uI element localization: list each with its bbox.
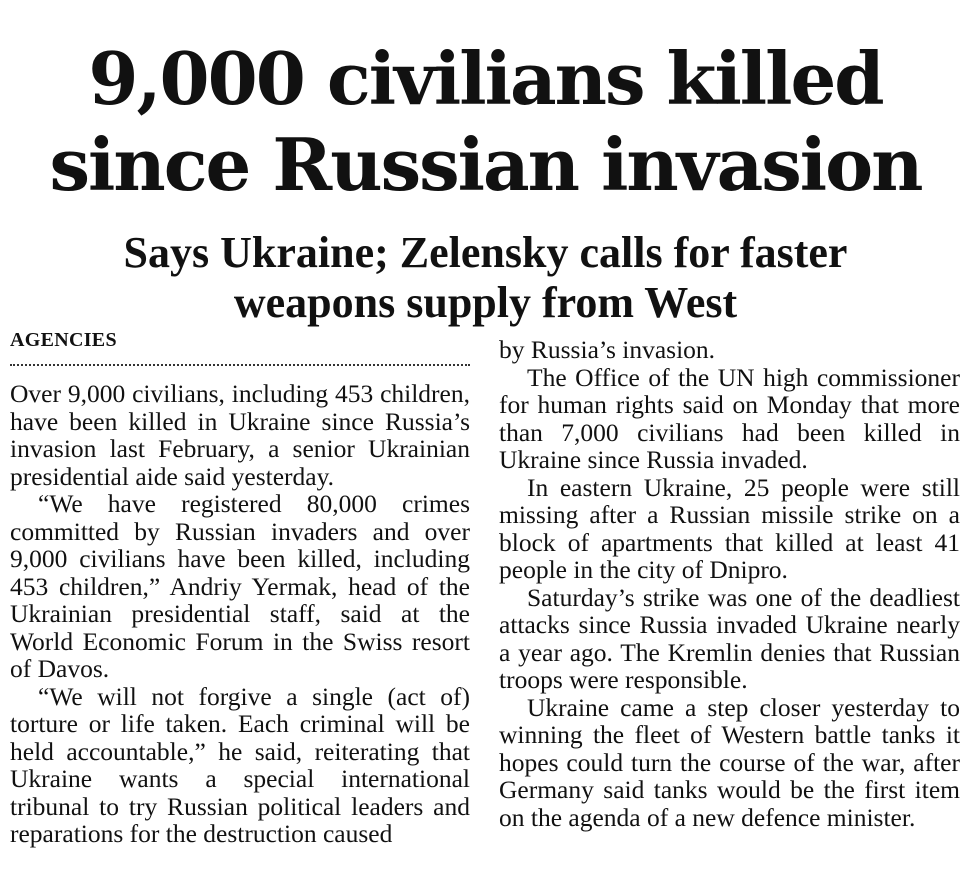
paragraph: Saturday’s strike was one of the deadliest attacks since Russia invaded Ukraine nearly a year ago. The Kremlin denies that Russian troops were responsible.	[499, 582, 960, 694]
byline: AGENCIES	[10, 326, 470, 366]
subheadline-line-1: Says Ukraine; Zelensky calls for faster	[123, 228, 848, 277]
headline-line-1: 9,000 civilians killed	[88, 36, 883, 121]
paragraph: Over 9,000 civilians, including 453 children, have been killed in Ukraine since Russia’s invasion last February, a senior Ukrainian presidential aide said yesterday.	[10, 379, 470, 491]
article-column-right	[499, 336, 960, 831]
headline-line-2: since Russian invasion	[49, 122, 922, 207]
subheadline	[0, 228, 971, 328]
paragraph: In eastern Ukraine, 25 people were still missing after a Russian missile strike on a block of apartments that killed at least 41 people in the city of Dnipro.	[499, 472, 960, 584]
paragraph-continued: by Russia’s invasion.	[499, 335, 716, 364]
paragraph: Ukraine came a step closer yesterday to winning the fleet of Western battle tanks it hopes could turn the course of the war, after Germany said tanks would be the first item on the agenda of a new defence minister.	[499, 692, 960, 832]
headline	[0, 36, 971, 208]
article-column-left	[10, 326, 470, 848]
paragraph: “We have registered 80,000 crimes committed by Russian invaders and over 9,000 civilians have been killed, including 453 children,” Andriy Yermak, head of the Ukrainian presidential staff, said at the World Economic Forum in the Swiss resort of Davos.	[10, 489, 470, 683]
paragraph: The Office of the UN high commissioner for human rights said on Monday that more than 7,000 civilians had been killed in Ukraine since Russia invaded.	[499, 362, 960, 474]
paragraph: “We will not forgive a single (act of) torture or life taken. Each criminal will be held accountable,” he said, reiterating that Ukraine wants a special international tribunal to try Russian political leaders and reparations for the destruction caused	[10, 681, 470, 848]
subheadline-line-2: weapons supply from West	[233, 278, 738, 327]
